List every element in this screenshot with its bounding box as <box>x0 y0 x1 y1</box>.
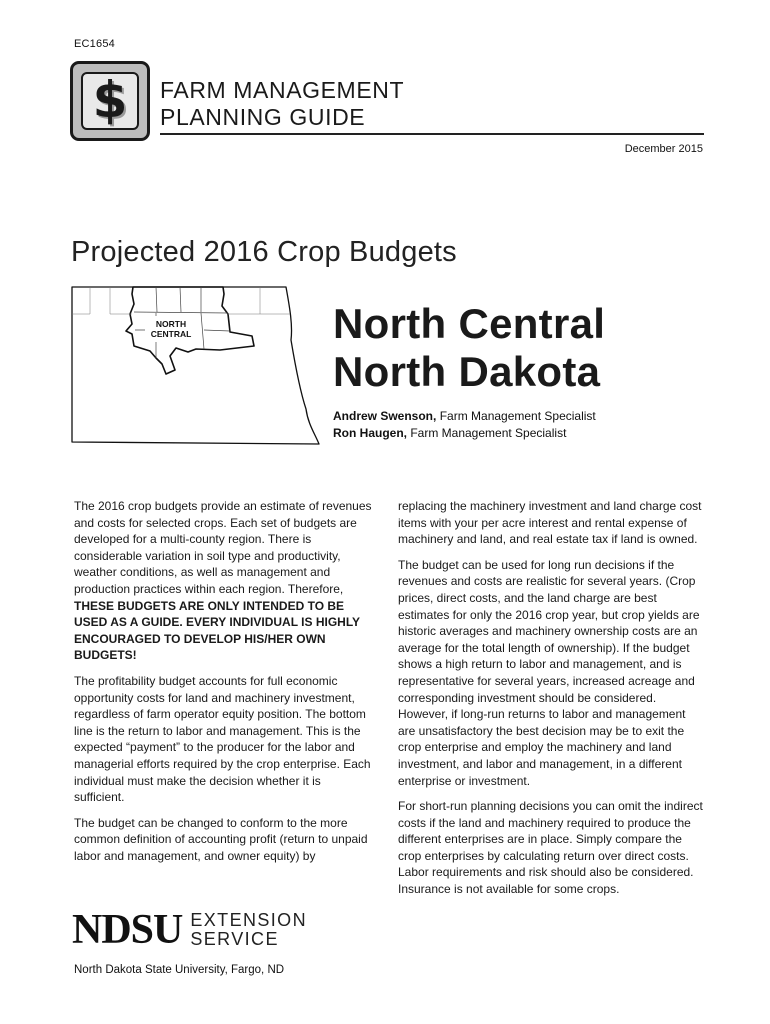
ndsu-wordmark: NDSU <box>72 907 183 953</box>
extension-word: EXTENSION <box>190 910 307 930</box>
region-title <box>333 300 605 396</box>
author-name: Andrew Swenson, <box>333 409 437 423</box>
paragraph <box>74 498 374 664</box>
north-dakota-map <box>70 284 322 446</box>
author-line <box>333 426 566 440</box>
region-title-line-2: North Dakota <box>333 348 601 395</box>
guide-title <box>160 77 404 131</box>
paragraph: For short-run planning decisions you can omit the indirect costs if the land and machinery required to produce the different enterprises are in place. Simply compare the crop enterprises by calculating return over direct costs. Labor requirements and risk should also be considered. Insurance is not available for some crops. <box>398 799 703 897</box>
author-role: Farm Management Specialist <box>407 426 567 440</box>
author-name: Ron Haugen, <box>333 426 407 440</box>
author-role: Farm Management Specialist <box>436 409 596 423</box>
dollar-symbol: $ <box>92 71 128 129</box>
ndsu-extension-logo <box>72 905 307 955</box>
region-title-line-1: North Central <box>333 300 606 347</box>
paragraph-text: The 2016 crop budgets provide an estimate of revenues and costs for selected crops. Each set of budgets are developed for a multi-county region. There is considerable variation in soil type and productivity, weather conditions, as well as management and production practices within each region. Therefore, <box>74 499 372 596</box>
map-region-label-2: CENTRAL <box>150 329 192 339</box>
guide-title-line-2: PLANNING GUIDE <box>160 104 366 130</box>
paragraph-emphasis: THESE BUDGETS ARE ONLY INTENDED TO BE USED AS A GUIDE. EVERY INDIVIDUAL IS HIGHLY ENCOURAGED TO DEVELOP HIS/HER OWN BUDGETS! <box>74 598 360 663</box>
paragraph: The budget can be changed to conform to the more common definition of accounting profit (return to unpaid labor and management, and owner equity) by <box>74 815 368 863</box>
document-title: Projected 2016 Crop Budgets <box>71 236 457 268</box>
university-name: North Dakota State University, Fargo, ND <box>74 964 285 976</box>
dollar-logo-icon <box>70 61 150 141</box>
paragraph: The profitability budget accounts for full economic opportunity costs for land and machinery investment, regardless of farm operator equity position. The bottom line is the return to labor and management. This is the expected “payment” to the producer for the labor and managerial efforts required by the crop enterprise. Each individual must make the decision whether it is sufficient. <box>74 673 371 805</box>
map-region-label-1: NORTH <box>155 319 187 329</box>
guide-title-line-1: FARM MANAGEMENT <box>160 77 405 103</box>
header-divider <box>160 133 704 135</box>
body-column-left <box>74 498 374 873</box>
body-column-right <box>398 498 704 907</box>
service-word: SERVICE <box>190 929 279 949</box>
publication-code: EC1654 <box>74 38 115 50</box>
state-outline <box>72 287 319 444</box>
paragraph: replacing the machinery investment and land charge cost items with your per acre interest and rental expense of machinery and land, and real estate tax if land is owned. <box>398 499 702 547</box>
paragraph: The budget can be used for long run decisions if the revenues and costs are realistic for several years. (Crop prices, direct costs, and the land charge are best estimates for only the 2016 crop year, but crop yields are historic averages and machinery ownership costs are an average for the total length of ownership). If the budget shows a high return to labor and management, and is representative for several years, increased acreage and corresponding investment should be considered. However, if long-run returns to labor and management are unsatisfactory the best decision may be to exit the crop enterprise and employ the machinery and land investment, and labor and management, in a different enterprise or investment. <box>398 557 700 788</box>
extension-service-wordmark <box>190 911 307 949</box>
author-line <box>333 409 596 423</box>
publication-date: December 2015 <box>624 143 703 155</box>
